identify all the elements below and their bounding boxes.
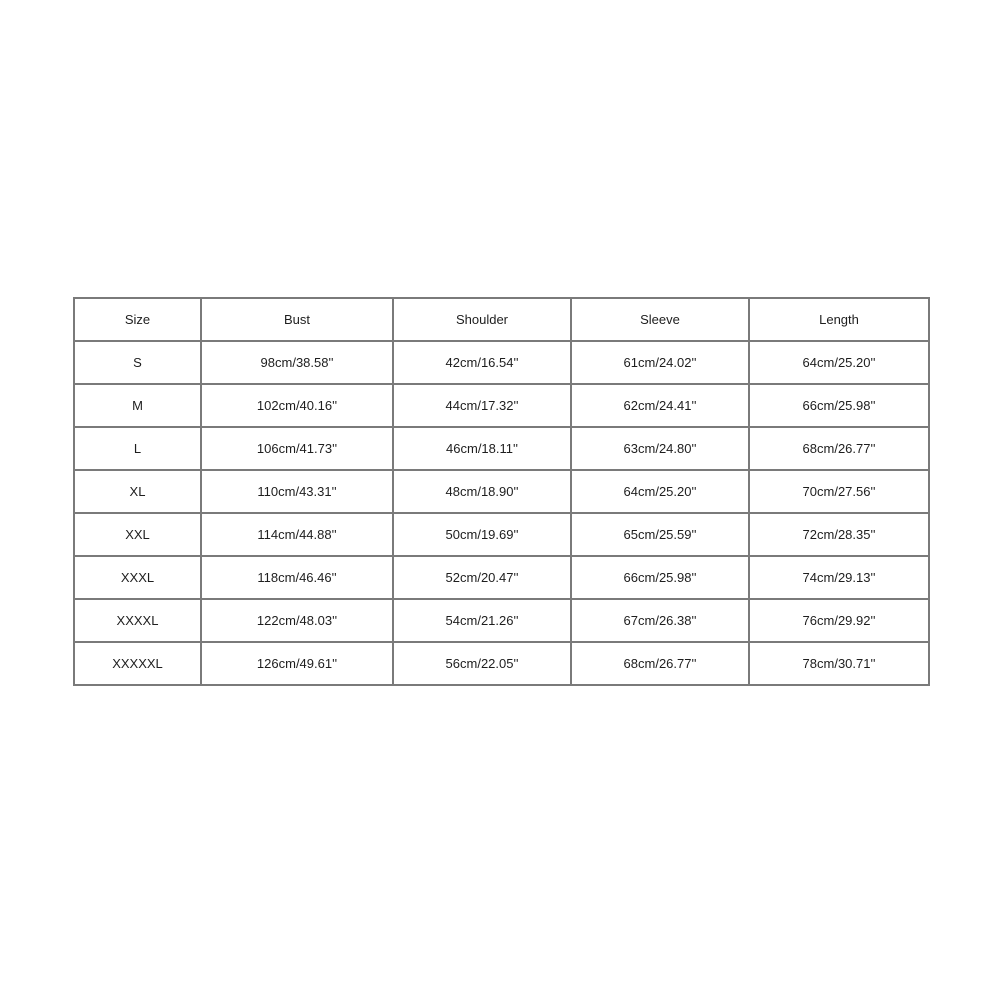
- bust-cell: 122cm/48.03'': [201, 599, 393, 642]
- sleeve-cell: 63cm/24.80'': [571, 427, 749, 470]
- shoulder-cell: 44cm/17.32'': [393, 384, 571, 427]
- table-row: [74, 599, 929, 642]
- table-row: [74, 384, 929, 427]
- table-header-row: [74, 298, 929, 341]
- table-row: [74, 341, 929, 384]
- table-row: [74, 470, 929, 513]
- sleeve-cell: 65cm/25.59'': [571, 513, 749, 556]
- shoulder-cell: 56cm/22.05'': [393, 642, 571, 685]
- size-cell: M: [74, 384, 201, 427]
- bust-cell: 126cm/49.61'': [201, 642, 393, 685]
- length-cell: 64cm/25.20'': [749, 341, 929, 384]
- table-row: [74, 427, 929, 470]
- sleeve-cell: 62cm/24.41'': [571, 384, 749, 427]
- header-shoulder: Shoulder: [393, 298, 571, 341]
- shoulder-cell: 48cm/18.90'': [393, 470, 571, 513]
- shoulder-cell: 42cm/16.54'': [393, 341, 571, 384]
- header-bust: Bust: [201, 298, 393, 341]
- sleeve-cell: 64cm/25.20'': [571, 470, 749, 513]
- header-size: Size: [74, 298, 201, 341]
- shoulder-cell: 50cm/19.69'': [393, 513, 571, 556]
- sleeve-cell: 67cm/26.38'': [571, 599, 749, 642]
- table-row: [74, 556, 929, 599]
- length-cell: 78cm/30.71'': [749, 642, 929, 685]
- size-cell: XXL: [74, 513, 201, 556]
- bust-cell: 118cm/46.46'': [201, 556, 393, 599]
- size-chart-table: [73, 297, 930, 686]
- sleeve-cell: 66cm/25.98'': [571, 556, 749, 599]
- length-cell: 70cm/27.56'': [749, 470, 929, 513]
- size-cell: XL: [74, 470, 201, 513]
- shoulder-cell: 46cm/18.11'': [393, 427, 571, 470]
- length-cell: 74cm/29.13'': [749, 556, 929, 599]
- bust-cell: 98cm/38.58'': [201, 341, 393, 384]
- bust-cell: 106cm/41.73'': [201, 427, 393, 470]
- shoulder-cell: 54cm/21.26'': [393, 599, 571, 642]
- size-cell: L: [74, 427, 201, 470]
- size-cell: XXXL: [74, 556, 201, 599]
- bust-cell: 102cm/40.16'': [201, 384, 393, 427]
- table-row: [74, 642, 929, 685]
- header-sleeve: Sleeve: [571, 298, 749, 341]
- length-cell: 68cm/26.77'': [749, 427, 929, 470]
- header-length: Length: [749, 298, 929, 341]
- table-row: [74, 513, 929, 556]
- size-cell: XXXXL: [74, 599, 201, 642]
- sleeve-cell: 61cm/24.02'': [571, 341, 749, 384]
- size-cell: XXXXXL: [74, 642, 201, 685]
- shoulder-cell: 52cm/20.47'': [393, 556, 571, 599]
- length-cell: 76cm/29.92'': [749, 599, 929, 642]
- length-cell: 66cm/25.98'': [749, 384, 929, 427]
- bust-cell: 110cm/43.31'': [201, 470, 393, 513]
- sleeve-cell: 68cm/26.77'': [571, 642, 749, 685]
- bust-cell: 114cm/44.88'': [201, 513, 393, 556]
- length-cell: 72cm/28.35'': [749, 513, 929, 556]
- size-cell: S: [74, 341, 201, 384]
